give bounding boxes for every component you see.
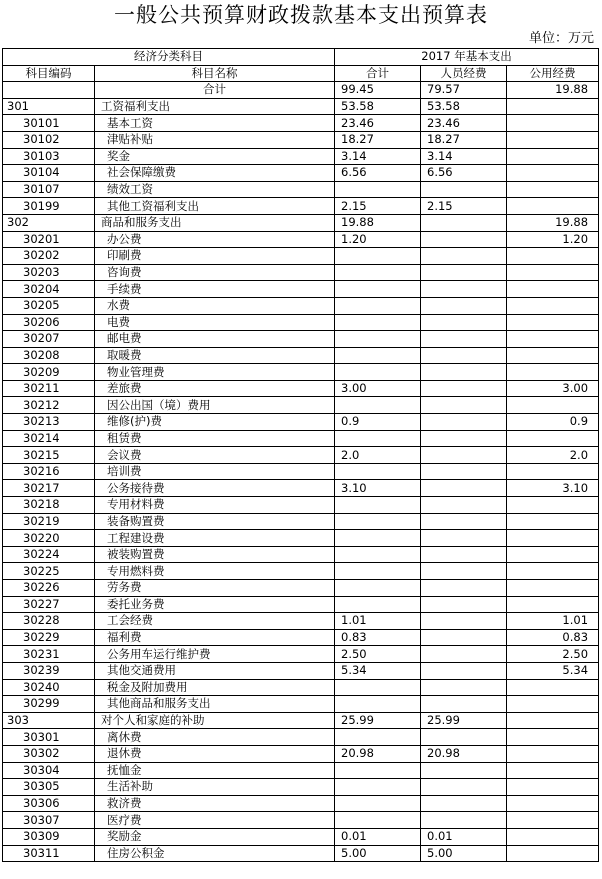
table-row [3, 447, 599, 464]
row-personnel [421, 248, 507, 265]
row-personnel [421, 629, 507, 646]
row-name: 会议费 [95, 447, 335, 464]
row-name: 差旅费 [95, 380, 335, 397]
row-personnel [421, 463, 507, 480]
row-code: 30219 [3, 513, 95, 530]
row-personnel [421, 729, 507, 746]
table-row [3, 497, 599, 514]
row-total: 2.0 [335, 447, 421, 464]
row-code: 303 [3, 712, 95, 729]
row-code: 302 [3, 214, 95, 231]
header-personnel: 人员经费 [421, 65, 507, 82]
page-title: 一般公共预算财政拨款基本支出预算表 [114, 3, 488, 27]
row-code: 30202 [3, 248, 95, 265]
row-code: 30107 [3, 181, 95, 198]
row-public [507, 762, 599, 779]
row-total [335, 530, 421, 547]
row-code: 30203 [3, 264, 95, 281]
row-name: 印刷费 [95, 248, 335, 265]
row-name: 水费 [95, 297, 335, 314]
row-total [335, 497, 421, 514]
row-personnel [421, 646, 507, 663]
row-name: 津贴补贴 [95, 131, 335, 148]
table-row [3, 828, 599, 845]
row-total [335, 264, 421, 281]
row-public [507, 281, 599, 298]
row-code: 30240 [3, 679, 95, 696]
row-name: 福利费 [95, 629, 335, 646]
table-row [3, 679, 599, 696]
row-public [507, 812, 599, 829]
row-name: 被装购置费 [95, 546, 335, 563]
row-code: 30302 [3, 745, 95, 762]
row-total: 1.01 [335, 613, 421, 630]
row-personnel [421, 281, 507, 298]
row-name: 取暖费 [95, 347, 335, 364]
row-name: 退休费 [95, 745, 335, 762]
row-name: 委托业务费 [95, 596, 335, 613]
row-public [507, 181, 599, 198]
row-code: 30213 [3, 414, 95, 431]
row-code: 30229 [3, 629, 95, 646]
row-total: 3.10 [335, 480, 421, 497]
row-public: 0.83 [507, 629, 599, 646]
table-row [3, 148, 599, 165]
row-public [507, 696, 599, 713]
table-row [3, 563, 599, 580]
row-code: 30199 [3, 198, 95, 215]
table-row [3, 480, 599, 497]
table-row [3, 662, 599, 679]
row-public [507, 397, 599, 414]
row-total [335, 181, 421, 198]
row-code: 30102 [3, 131, 95, 148]
table-row [3, 347, 599, 364]
table-row [3, 613, 599, 630]
row-personnel [421, 214, 507, 231]
row-personnel [421, 264, 507, 281]
row-total: 19.88 [335, 214, 421, 231]
row-public [507, 297, 599, 314]
table-row [3, 165, 599, 182]
row-personnel [421, 397, 507, 414]
table-row [3, 546, 599, 563]
row-public: 3.00 [507, 380, 599, 397]
row-personnel [421, 314, 507, 331]
row-personnel [421, 696, 507, 713]
row-public [507, 347, 599, 364]
row-public [507, 364, 599, 381]
row-total [335, 546, 421, 563]
row-personnel [421, 546, 507, 563]
row-code: 30206 [3, 314, 95, 331]
row-personnel [421, 297, 507, 314]
row-code: 30304 [3, 762, 95, 779]
row-name: 工会经费 [95, 613, 335, 630]
row-public [507, 546, 599, 563]
row-public [507, 331, 599, 348]
header-name: 科目名称 [95, 65, 335, 82]
row-total [335, 281, 421, 298]
row-public: 19.88 [507, 214, 599, 231]
row-public [507, 845, 599, 862]
total-personnel: 79.57 [421, 82, 507, 99]
row-name: 邮电费 [95, 331, 335, 348]
total-public: 19.88 [507, 82, 599, 99]
row-total: 53.58 [335, 98, 421, 115]
row-personnel [421, 530, 507, 547]
row-personnel [421, 380, 507, 397]
row-code: 301 [3, 98, 95, 115]
row-name: 救济费 [95, 795, 335, 812]
row-total: 3.00 [335, 380, 421, 397]
row-code: 30220 [3, 530, 95, 547]
row-code: 30228 [3, 613, 95, 630]
row-code: 30207 [3, 331, 95, 348]
row-total: 6.56 [335, 165, 421, 182]
row-personnel [421, 812, 507, 829]
row-code: 30311 [3, 845, 95, 862]
table-row [3, 331, 599, 348]
row-personnel: 20.98 [421, 745, 507, 762]
table-row [3, 745, 599, 762]
row-name: 租赁费 [95, 430, 335, 447]
row-personnel: 0.01 [421, 828, 507, 845]
row-public [507, 115, 599, 132]
row-name: 因公出国（境）费用 [95, 397, 335, 414]
row-code: 30104 [3, 165, 95, 182]
row-personnel: 5.00 [421, 845, 507, 862]
row-public [507, 596, 599, 613]
row-public [507, 165, 599, 182]
row-total: 23.46 [335, 115, 421, 132]
table-row [3, 98, 599, 115]
row-total [335, 463, 421, 480]
row-name: 公务接待费 [95, 480, 335, 497]
table-row [3, 779, 599, 796]
row-public [507, 580, 599, 597]
total-row [3, 82, 599, 99]
row-personnel [421, 513, 507, 530]
row-personnel [421, 231, 507, 248]
row-total [335, 314, 421, 331]
row-public [507, 248, 599, 265]
row-total [335, 331, 421, 348]
table-row [3, 397, 599, 414]
row-code: 30239 [3, 662, 95, 679]
total-total: 99.45 [335, 82, 421, 99]
row-personnel [421, 662, 507, 679]
row-name: 医疗费 [95, 812, 335, 829]
row-total [335, 513, 421, 530]
row-total: 18.27 [335, 131, 421, 148]
row-code: 30305 [3, 779, 95, 796]
row-total [335, 812, 421, 829]
row-public: 3.10 [507, 480, 599, 497]
row-public [507, 314, 599, 331]
row-public [507, 98, 599, 115]
row-total [335, 795, 421, 812]
row-name: 咨询费 [95, 264, 335, 281]
row-name: 专用燃料费 [95, 563, 335, 580]
row-public [507, 430, 599, 447]
row-total [335, 563, 421, 580]
row-total [335, 762, 421, 779]
total-code-cell [3, 82, 95, 99]
row-total [335, 729, 421, 746]
row-code: 30231 [3, 646, 95, 663]
row-personnel [421, 447, 507, 464]
row-name: 抚恤金 [95, 762, 335, 779]
row-name: 奖金 [95, 148, 335, 165]
row-name: 维修(护)费 [95, 414, 335, 431]
table-row [3, 696, 599, 713]
row-personnel [421, 762, 507, 779]
table-row [3, 580, 599, 597]
row-code: 30208 [3, 347, 95, 364]
row-public [507, 198, 599, 215]
row-name: 装备购置费 [95, 513, 335, 530]
row-personnel [421, 331, 507, 348]
row-personnel: 3.14 [421, 148, 507, 165]
row-public [507, 745, 599, 762]
row-public: 5.34 [507, 662, 599, 679]
table-row [3, 364, 599, 381]
row-total: 0.9 [335, 414, 421, 431]
table-row [3, 281, 599, 298]
row-personnel [421, 430, 507, 447]
row-code: 30216 [3, 463, 95, 480]
row-name: 物业管理费 [95, 364, 335, 381]
row-name: 手续费 [95, 281, 335, 298]
table-row [3, 530, 599, 547]
row-total [335, 430, 421, 447]
row-personnel [421, 497, 507, 514]
row-name: 办公费 [95, 231, 335, 248]
row-total [335, 679, 421, 696]
unit-label: 单位：万元 [528, 31, 594, 46]
row-total [335, 580, 421, 597]
row-name: 奖励金 [95, 828, 335, 845]
table-row [3, 297, 599, 314]
row-total [335, 397, 421, 414]
table-row [3, 629, 599, 646]
header-row-columns [3, 65, 599, 82]
row-total: 5.00 [335, 845, 421, 862]
row-code: 30212 [3, 397, 95, 414]
row-personnel [421, 580, 507, 597]
row-public [507, 497, 599, 514]
row-code: 30307 [3, 812, 95, 829]
table-row [3, 231, 599, 248]
table-row [3, 198, 599, 215]
table-row [3, 380, 599, 397]
row-personnel [421, 596, 507, 613]
row-code: 30226 [3, 580, 95, 597]
header-economic-category: 经济分类科目 [3, 49, 335, 66]
row-total: 2.15 [335, 198, 421, 215]
row-personnel [421, 347, 507, 364]
row-personnel [421, 364, 507, 381]
table-row [3, 414, 599, 431]
row-name: 基本工资 [95, 115, 335, 132]
row-total [335, 364, 421, 381]
row-name: 离休费 [95, 729, 335, 746]
table-row [3, 596, 599, 613]
table-row [3, 264, 599, 281]
row-total [335, 696, 421, 713]
row-personnel [421, 679, 507, 696]
row-code: 30101 [3, 115, 95, 132]
row-code: 30209 [3, 364, 95, 381]
table-row [3, 248, 599, 265]
row-public [507, 264, 599, 281]
row-name: 培训费 [95, 463, 335, 480]
row-name: 电费 [95, 314, 335, 331]
row-name: 社会保障缴费 [95, 165, 335, 182]
header-public: 公用经费 [507, 65, 599, 82]
row-total: 0.01 [335, 828, 421, 845]
table-row [3, 430, 599, 447]
row-total: 2.50 [335, 646, 421, 663]
table-row [3, 762, 599, 779]
row-total: 1.20 [335, 231, 421, 248]
row-name: 对个人和家庭的补助 [95, 712, 335, 729]
row-name: 商品和服务支出 [95, 214, 335, 231]
row-code: 30215 [3, 447, 95, 464]
row-total: 3.14 [335, 148, 421, 165]
row-code: 30211 [3, 380, 95, 397]
row-total: 20.98 [335, 745, 421, 762]
table-row [3, 729, 599, 746]
row-personnel: 2.15 [421, 198, 507, 215]
row-public [507, 729, 599, 746]
table-row [3, 812, 599, 829]
table-row [3, 463, 599, 480]
row-name: 其他交通费用 [95, 662, 335, 679]
row-total [335, 347, 421, 364]
header-total: 合计 [335, 65, 421, 82]
row-public: 0.9 [507, 414, 599, 431]
row-total [335, 779, 421, 796]
row-code: 30214 [3, 430, 95, 447]
row-total: 0.83 [335, 629, 421, 646]
row-code: 30225 [3, 563, 95, 580]
row-name: 其他工资福利支出 [95, 198, 335, 215]
row-personnel: 6.56 [421, 165, 507, 182]
row-code: 30103 [3, 148, 95, 165]
row-public [507, 712, 599, 729]
row-personnel [421, 613, 507, 630]
row-code: 30205 [3, 297, 95, 314]
row-code: 30227 [3, 596, 95, 613]
row-code: 30224 [3, 546, 95, 563]
row-name: 住房公积金 [95, 845, 335, 862]
row-code: 30299 [3, 696, 95, 713]
row-public [507, 148, 599, 165]
header-row-group [3, 49, 599, 66]
row-public [507, 463, 599, 480]
header-basic-expenditure: 2017 年基本支出 [335, 49, 599, 66]
header-code: 科目编码 [3, 65, 95, 82]
row-personnel [421, 779, 507, 796]
row-personnel: 25.99 [421, 712, 507, 729]
row-personnel [421, 563, 507, 580]
row-public [507, 563, 599, 580]
row-personnel: 53.58 [421, 98, 507, 115]
row-name: 公务用车运行维护费 [95, 646, 335, 663]
row-personnel [421, 480, 507, 497]
row-code: 30218 [3, 497, 95, 514]
row-personnel: 23.46 [421, 115, 507, 132]
row-personnel [421, 795, 507, 812]
row-public [507, 679, 599, 696]
row-total [335, 248, 421, 265]
row-public [507, 530, 599, 547]
row-code: 30201 [3, 231, 95, 248]
row-public [507, 131, 599, 148]
total-label: 合计 [95, 82, 335, 99]
row-public [507, 513, 599, 530]
row-total [335, 297, 421, 314]
row-code: 30309 [3, 828, 95, 845]
row-public: 2.50 [507, 646, 599, 663]
row-name: 工资福利支出 [95, 98, 335, 115]
table-row [3, 712, 599, 729]
row-code: 30217 [3, 480, 95, 497]
table-row [3, 513, 599, 530]
row-name: 税金及附加费用 [95, 679, 335, 696]
row-name: 其他商品和服务支出 [95, 696, 335, 713]
table-row [3, 131, 599, 148]
row-name: 专用材料费 [95, 497, 335, 514]
row-total: 5.34 [335, 662, 421, 679]
table-row [3, 314, 599, 331]
row-code: 30306 [3, 795, 95, 812]
table-row [3, 214, 599, 231]
row-name: 绩效工资 [95, 181, 335, 198]
row-name: 生活补助 [95, 779, 335, 796]
row-name: 工程建设费 [95, 530, 335, 547]
table-row [3, 646, 599, 663]
row-code: 30301 [3, 729, 95, 746]
row-total [335, 596, 421, 613]
row-total: 25.99 [335, 712, 421, 729]
row-personnel: 18.27 [421, 131, 507, 148]
row-public: 1.01 [507, 613, 599, 630]
table-row [3, 845, 599, 862]
row-public: 1.20 [507, 231, 599, 248]
row-public: 2.0 [507, 447, 599, 464]
row-public [507, 795, 599, 812]
row-code: 30204 [3, 281, 95, 298]
row-name: 劳务费 [95, 580, 335, 597]
row-public [507, 828, 599, 845]
row-public [507, 779, 599, 796]
table-row [3, 795, 599, 812]
table-row [3, 115, 599, 132]
budget-table [2, 48, 599, 862]
row-personnel [421, 414, 507, 431]
row-personnel [421, 181, 507, 198]
table-row [3, 181, 599, 198]
